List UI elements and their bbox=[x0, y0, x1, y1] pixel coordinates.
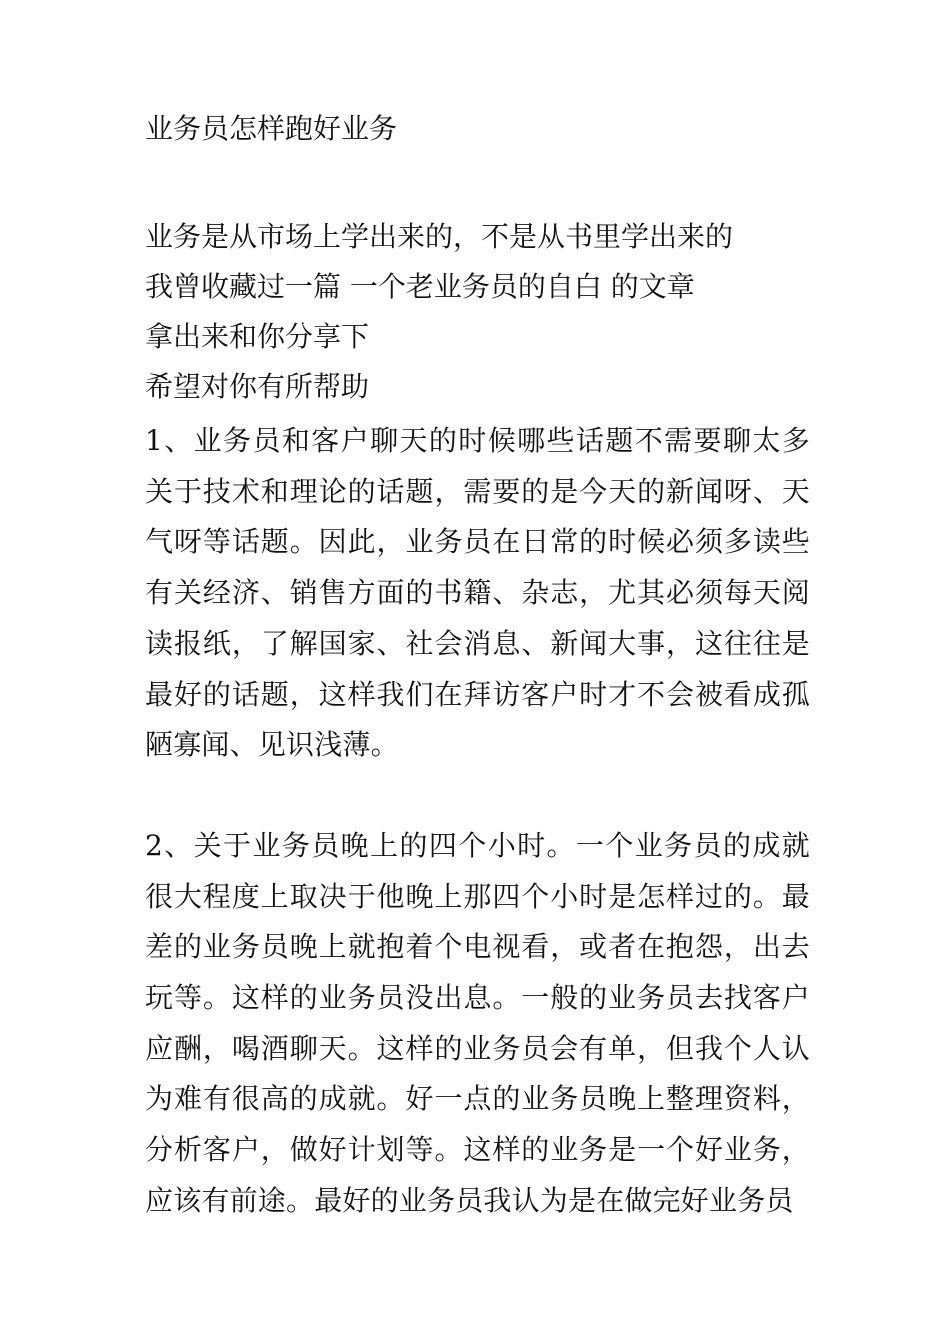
intro-line: 业务是从市场上学出来的，不是从书里学出来的 bbox=[145, 220, 734, 253]
paragraph-evening-hours: 2、关于业务员晚上的四个小时。一个业务员的成就很大程度上取决于他晚上那四个小时是怎样过的。最差的业务员晚上就抱着个电视看，或者在抱怨，出去玩等。这样的业务员没出息。一般的业务员去找客户应酬，喝酒聊天。这样的业务员会有单，但我个人认为难有很高的成就。好一点的业务员晚上整理资料，分析客户，做好计划等。这样的业务是一个好业务，应该有前途。最好的业务员我认为是在做完好业务员 bbox=[145, 828, 810, 1217]
intro-line: 我曾收藏过一篇 一个老业务员的自白 的文章 bbox=[145, 270, 695, 303]
intro-block bbox=[145, 212, 810, 412]
document-title: 业务员怎样跑好业务 bbox=[145, 112, 398, 145]
intro-line: 拿出来和你分享下 bbox=[145, 320, 370, 353]
paragraph-topics: 1、业务员和客户聊天的时候哪些话题不需要聊太多关于技术和理论的话题，需要的是今天的新闻呀、天气呀等话题。因此，业务员在日常的时候必须多读些有关经济、销售方面的书籍、杂志，尤其必须每天阅读报纸，了解国家、社会消息、新闻大事，这往往是最好的话题，这样我们在拜访客户时才不会被看成孤陋寡闻、见识浅薄。 bbox=[145, 424, 810, 762]
document-body bbox=[145, 104, 810, 1227]
intro-line: 希望对你有所帮助 bbox=[145, 370, 370, 403]
